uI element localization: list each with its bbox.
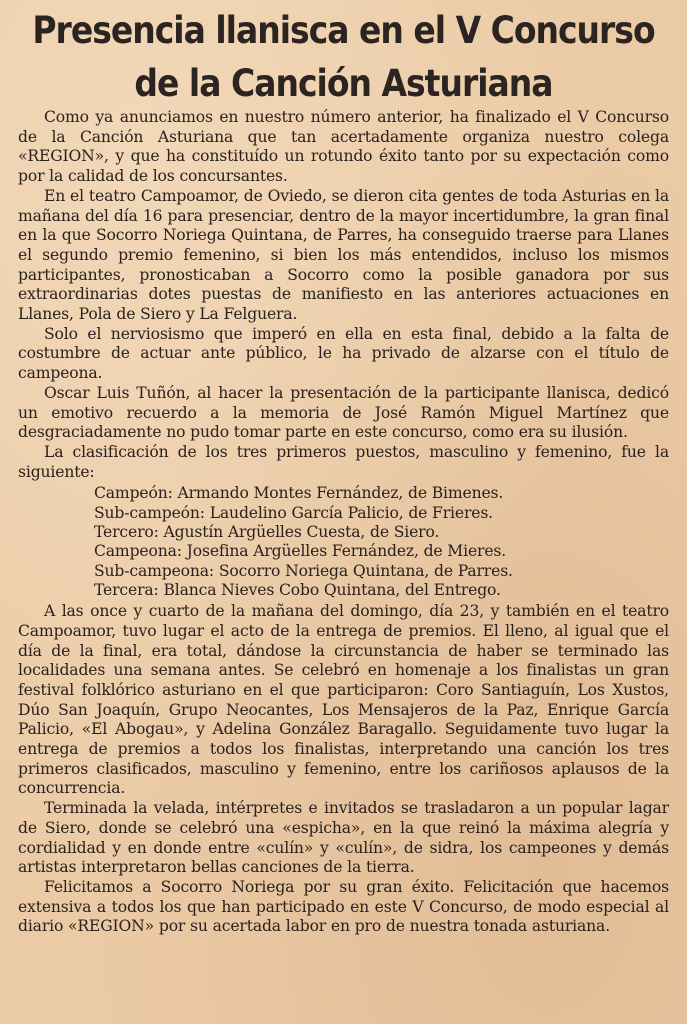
standings-item: Sub-campeona: Socorro Noriega Quintana, de Parres. (94, 561, 513, 580)
headline-line-2: de la Canción Asturiana (134, 61, 553, 105)
paragraph-espicha: Terminada la velada, intérpretes e invitados se trasladaron a un popular lagar de Siero, donde se celebró una «espicha», en la que reinó la máxima alegría y cordialidad y en donde entre «culín» y «culín», de sidra, los campeones y demás artistas interpretaron bellas canciones de la tierra. (18, 799, 669, 877)
paragraph-congratulations: Felicitamos a Socorro Noriega por su gran éxito. Felicitación que hacemos extensiva a todos los que han participado en este V Concurso, de modo especial al diario «REGION» por su acertada labor en pro de nuestra tonada asturiana. (18, 877, 669, 936)
paragraph-intro: Como ya anunciamos en nuestro número anterior, ha finalizado el V Concurso de la Canción Asturiana que tan acertadamente organiza nuestro colega «REGION», y que ha constituído un rotundo éxito tanto por su expectación como por la calidad de los concursantes. (18, 108, 669, 186)
article-body (18, 108, 669, 937)
paragraph-final: En el teatro Campoamor, de Oviedo, se dieron cita gentes de toda Asturias en la mañana del día 16 para presenciar, dentro de la mayor incertidumbre, la gran final en la que Socorro Noriega Quintana, de Parres, ha conseguido traerse para Llanes el segundo premio femenino, si bien los más entendidos, incluso los mismos participantes, pronosticaban a Socorro como la posible ganadora por sus extraordinarias dotes puestas de manifiesto en las anteriores actuaciones en Llanes, Pola de Siero y La Felguera. (18, 186, 669, 324)
standings-item: Sub-campeón: Laudelino García Palicio, de Frieres. (94, 503, 493, 522)
paragraph-classification: La clasificación de los tres primeros puestos, masculino y femenino, fue la siguiente: (18, 442, 669, 481)
standings-list (94, 484, 669, 600)
paragraph-presenter: Oscar Luis Tuñón, al hacer la presentación de la participante llanisca, dedicó un emotivo recuerdo a la memoria de José Ramón Miguel Martínez que desgraciadamente no pudo tomar parte en este concurso, como era su ilusión. (18, 383, 669, 442)
paragraph-nerves: Solo el nerviosismo que imperó en ella en esta final, debido a la falta de costumbre de actuar ante público, le ha privado de alzarse con el título de campeona. (18, 324, 669, 383)
paragraph-awards: A las once y cuarto de la mañana del domingo, día 23, y también en el teatro Campoamor, tuvo lugar el acto de la entrega de premios. El lleno, al igual que el día de la final, era total, dándose la circunstancia de haber se terminado las localidades una semana antes. Se celebró en homenaje a los finalistas un gran festival folklórico asturiano en el que participaron: Coro Santiaguín, Los Xustos, Dúo San Joaquín, Grupo Neocantes, Los Mensajeros de la Paz, Enrique García Palicio, «El Abogau», y Adelina González Baragallo. Seguidamente tuvo lugar la entrega de premios a todos los finalistas, interpretando una canción los tres primeros clasificados, masculino y femenino, entre los cariñosos aplausos de la concurrencia. (18, 602, 669, 798)
standings-item: Tercero: Agustín Argüelles Cuesta, de Siero. (94, 522, 440, 541)
standings-item: Campeón: Armando Montes Fernández, de Bimenes. (94, 484, 504, 503)
headline (18, 4, 669, 109)
standings-item: Tercera: Blanca Nieves Cobo Quintana, del Entrego. (94, 580, 501, 599)
standings-item: Campeona: Josefina Argüelles Fernández, de Mieres. (94, 542, 507, 561)
headline-line-1: Presencia llanisca en el V Concurso (32, 8, 655, 53)
